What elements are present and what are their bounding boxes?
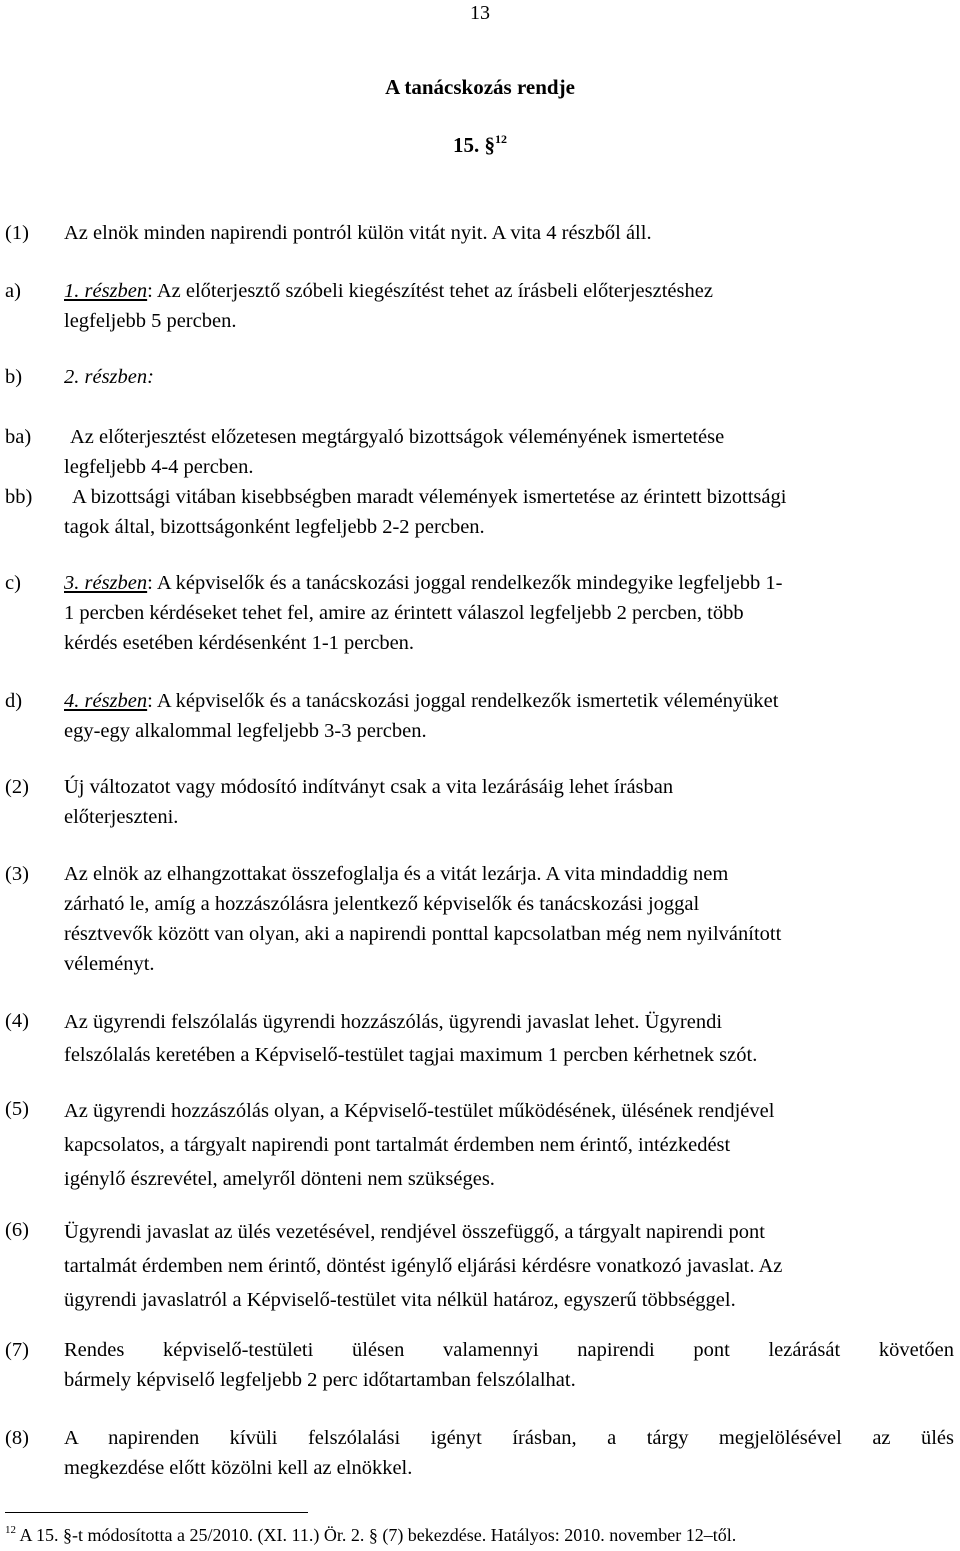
item-label: (2) — [5, 776, 29, 798]
text-line: Az elnök minden napirendi pontról külön vitát nyit. A vita 4 részből áll. — [64, 222, 652, 244]
text-line: tartalmát érdemben nem érintő, döntést igénylő eljárási kérdésre vonatkozó javaslat. Az — [64, 1255, 783, 1277]
item-text — [64, 1423, 954, 1483]
text-segment: : A képviselők és a tanácskozási joggal rendelkezők mindegyike legfeljebb 1- — [147, 572, 783, 594]
text-segment: : Az előterjesztő szóbeli kiegészítést tehet az írásbeli előterjesztéshez — [147, 280, 713, 302]
footnote — [5, 1524, 736, 1546]
text-line: előterjeszteni. — [64, 806, 179, 828]
section-label: 15. § — [453, 133, 495, 157]
item-text — [64, 362, 960, 392]
text-line: ügyrendi javaslatról a Képviselő-testület vita nélkül határoz, egyszerű többséggel. — [64, 1289, 736, 1311]
text-line: 1 percben kérdéseket tehet fel, amire az érintett válaszol legfeljebb 2 percben, több — [64, 602, 744, 624]
text-line: A napirenden kívüli felszólalási igényt írásban, a tárgy megjelölésével az ülés — [64, 1427, 954, 1449]
item-label: (5) — [5, 1098, 29, 1120]
item-label: d) — [5, 690, 23, 712]
item-label: (8) — [5, 1427, 29, 1449]
item-text — [64, 1006, 960, 1072]
footnote-number: 12 — [5, 1524, 16, 1536]
text-line: igénylő észrevétel, amelyről dönteni nem szükséges. — [64, 1168, 495, 1190]
text-line: zárható le, amíg a hozzászólásra jelentkező képviselők és tanácskozási joggal — [64, 893, 700, 915]
text-line: Ügyrendi javaslat az ülés vezetésével, rendjével összefüggő, a tárgyalt napirendi pont — [64, 1221, 765, 1243]
text-line: legfeljebb 4-4 percben. — [64, 456, 254, 478]
item-text — [64, 772, 960, 832]
text-line — [64, 276, 960, 306]
text-line: A bizottsági vitában kisebbségben maradt vélemények ismertetése az érintett bizottsági — [72, 486, 787, 508]
part-prefix: 1. részben — [64, 280, 148, 302]
text-line: kérdés esetében kérdésenként 1-1 percben. — [64, 632, 415, 654]
part-prefix: 4. részben — [64, 690, 148, 712]
text-line: Az elnök az elhangzottakat összefoglalja és a vitát lezárja. A vita mindaddig nem — [64, 863, 729, 885]
page-number: 13 — [470, 2, 490, 24]
item-label: bb) — [5, 486, 33, 508]
item-label: a) — [5, 280, 21, 302]
item-text — [64, 1335, 954, 1395]
text-line: Új változatot vagy módosító indítványt csak a vita lezárásáig lehet írásban — [64, 776, 674, 798]
text-line: bármely képviselő legfeljebb 2 perc időtartamban felszólalhat. — [64, 1369, 576, 1391]
text-line: kapcsolatos, a tárgyalt napirendi pont tartalmát érdemben nem érintő, intézkedést — [64, 1134, 731, 1156]
text-line — [64, 686, 960, 716]
item-text — [64, 276, 960, 336]
text-line: Az ügyrendi felszólalás ügyrendi hozzászólás, ügyrendi javaslat lehet. Ügyrendi — [64, 1011, 723, 1033]
item-text — [64, 568, 960, 658]
item-text — [64, 482, 960, 542]
item-label: (7) — [5, 1339, 29, 1361]
footnote-divider — [5, 1512, 308, 1513]
item-label: c) — [5, 572, 21, 594]
text-line: felszólalás keretében a Képviselő-testület tagjai maximum 1 percben kérhetnek szót. — [64, 1044, 758, 1066]
item-text — [64, 218, 960, 248]
section-heading — [0, 132, 960, 158]
item-label: (1) — [5, 222, 29, 244]
text-line: egy-egy alkalommal legfeljebb 3-3 percben. — [64, 720, 427, 742]
item-label: (4) — [5, 1010, 29, 1032]
text-line: legfeljebb 5 percben. — [64, 310, 237, 332]
text-segment: : A képviselők és a tanácskozási joggal rendelkezők ismertetik véleményüket — [147, 690, 779, 712]
item-label: b) — [5, 366, 23, 388]
text-line: Az ügyrendi hozzászólás olyan, a Képviselő-testület működésének, ülésének rendjével — [64, 1100, 775, 1122]
footnote-text: A 15. §-t módosította a 25/2010. (XI. 11.) Ör. 2. § (7) bekezdése. Hatályos: 2010. november 12–től. — [19, 1525, 737, 1545]
text-line: résztvevők között van olyan, aki a napirendi ponttal kapcsolatban még nem nyilvánított — [64, 923, 782, 945]
part-prefix: 2. részben: — [64, 366, 154, 388]
item-text — [64, 859, 960, 979]
part-prefix: 3. részben — [64, 572, 148, 594]
item-label: (6) — [5, 1219, 29, 1241]
item-text — [64, 422, 960, 482]
text-line: megkezdése előtt közölni kell az elnökkel. — [64, 1457, 413, 1479]
text-line: Az előterjesztést előzetesen megtárgyaló bizottságok véleményének ismertetése — [70, 426, 725, 448]
heading-title: A tanácskozás rendje — [385, 75, 575, 99]
text-line: tagok által, bizottságonként legfeljebb 2-2 percben. — [64, 516, 485, 538]
text-line: Rendes képviselő-testületi ülésen valamennyi napirendi pont lezárását követően — [64, 1339, 954, 1361]
item-text — [64, 1094, 960, 1196]
text-line — [64, 568, 960, 598]
item-label: (3) — [5, 863, 29, 885]
item-text — [64, 686, 960, 746]
section-footnote-ref: 12 — [495, 132, 507, 146]
item-label: ba) — [5, 426, 32, 448]
item-text — [64, 1215, 960, 1317]
text-line: véleményt. — [64, 953, 155, 975]
